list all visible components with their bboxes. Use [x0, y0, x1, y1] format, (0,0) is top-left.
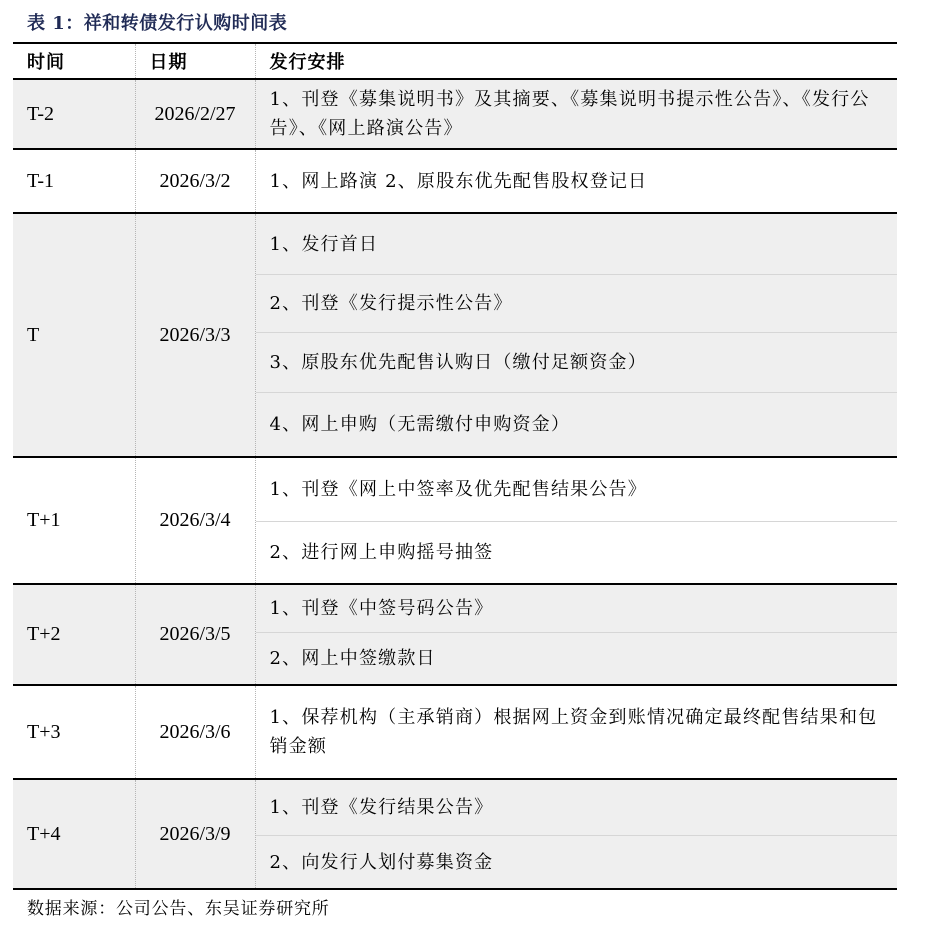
arrangement-item — [256, 780, 898, 835]
arrangement-item — [256, 458, 898, 521]
arrangement-text: 2、进行网上申购摇号抽签 — [269, 542, 494, 563]
arrangement-text: 4、网上申购（无需缴付申购资金） — [269, 414, 571, 435]
arrangement-item — [256, 392, 898, 456]
arrangement-text: 3、原股东优先配售认购日（缴付足额资金） — [269, 352, 647, 373]
arrangement-cell — [255, 213, 897, 457]
arrangement-text: 1、刊登《网上中签率及优先配售结果公告》 — [269, 479, 647, 500]
table-title: 表 1：祥和转债发行认购时间表 — [27, 13, 288, 34]
arrangement-cell — [255, 79, 897, 149]
date-cell: 2026/3/3 — [135, 213, 255, 457]
arrangement-text: 1、刊登《发行结果公告》 — [269, 797, 494, 818]
time-cell: T+2 — [13, 584, 135, 685]
arrangement-item — [256, 835, 898, 888]
table-row — [13, 79, 897, 149]
table-row — [13, 779, 897, 889]
arrangement-item — [256, 214, 898, 274]
time-cell: T+1 — [13, 457, 135, 584]
arrangement-item — [256, 80, 898, 148]
arrangement-cell — [255, 685, 897, 779]
time-cell: T+4 — [13, 779, 135, 889]
schedule-table — [13, 42, 897, 890]
arrangement-text: 2、网上中签缴款日 — [269, 648, 436, 669]
date-cell: 2026/3/2 — [135, 149, 255, 213]
table-row — [13, 213, 897, 457]
header-arrangement: 发行安排 — [255, 43, 897, 79]
date-cell: 2026/3/6 — [135, 685, 255, 779]
arrangement-text: 1、发行首日 — [269, 233, 379, 255]
arrangement-item — [256, 632, 898, 684]
table-row — [13, 584, 897, 685]
date-cell: 2026/3/9 — [135, 779, 255, 889]
header-date: 日期 — [135, 43, 255, 79]
arrangement-item — [256, 150, 898, 212]
arrangement-text: 1、保荐机构（主承销商）根据网上资金到账情况确定最终配售结果和包销金额 — [269, 707, 878, 757]
arrangement-cell — [255, 779, 897, 889]
date-cell: 2026/3/5 — [135, 584, 255, 685]
arrangement-item — [256, 686, 898, 778]
arrangement-text: 1、刊登《募集说明书》及其摘要、《募集说明书提示性公告》、《发行公告》、《网上路演公告》 — [269, 89, 870, 139]
table-body — [13, 79, 897, 889]
arrangement-cell — [255, 584, 897, 685]
table-row — [13, 685, 897, 779]
table-header — [13, 43, 897, 79]
header-time: 时间 — [13, 43, 135, 79]
time-cell: T-2 — [13, 79, 135, 149]
arrangement-text: 2、刊登《发行提示性公告》 — [269, 293, 513, 314]
time-cell: T-1 — [13, 149, 135, 213]
table-row — [13, 457, 897, 584]
table-row — [13, 149, 897, 213]
source-note: 数据来源：公司公告、东吴证券研究所 — [27, 899, 330, 919]
arrangement-text: 1、网上路演 2、原股东优先配售股权登记日 — [269, 170, 648, 192]
arrangement-cell — [255, 457, 897, 584]
arrangement-cell — [255, 149, 897, 213]
arrangement-text: 2、向发行人划付募集资金 — [269, 851, 494, 873]
arrangement-item — [256, 274, 898, 332]
date-cell: 2026/2/27 — [135, 79, 255, 149]
time-cell: T — [13, 213, 135, 457]
arrangement-item — [256, 332, 898, 392]
arrangement-text: 1、刊登《中签号码公告》 — [269, 598, 494, 619]
arrangement-item — [256, 521, 898, 583]
date-cell: 2026/3/4 — [135, 457, 255, 584]
time-cell: T+3 — [13, 685, 135, 779]
arrangement-item — [256, 585, 898, 632]
